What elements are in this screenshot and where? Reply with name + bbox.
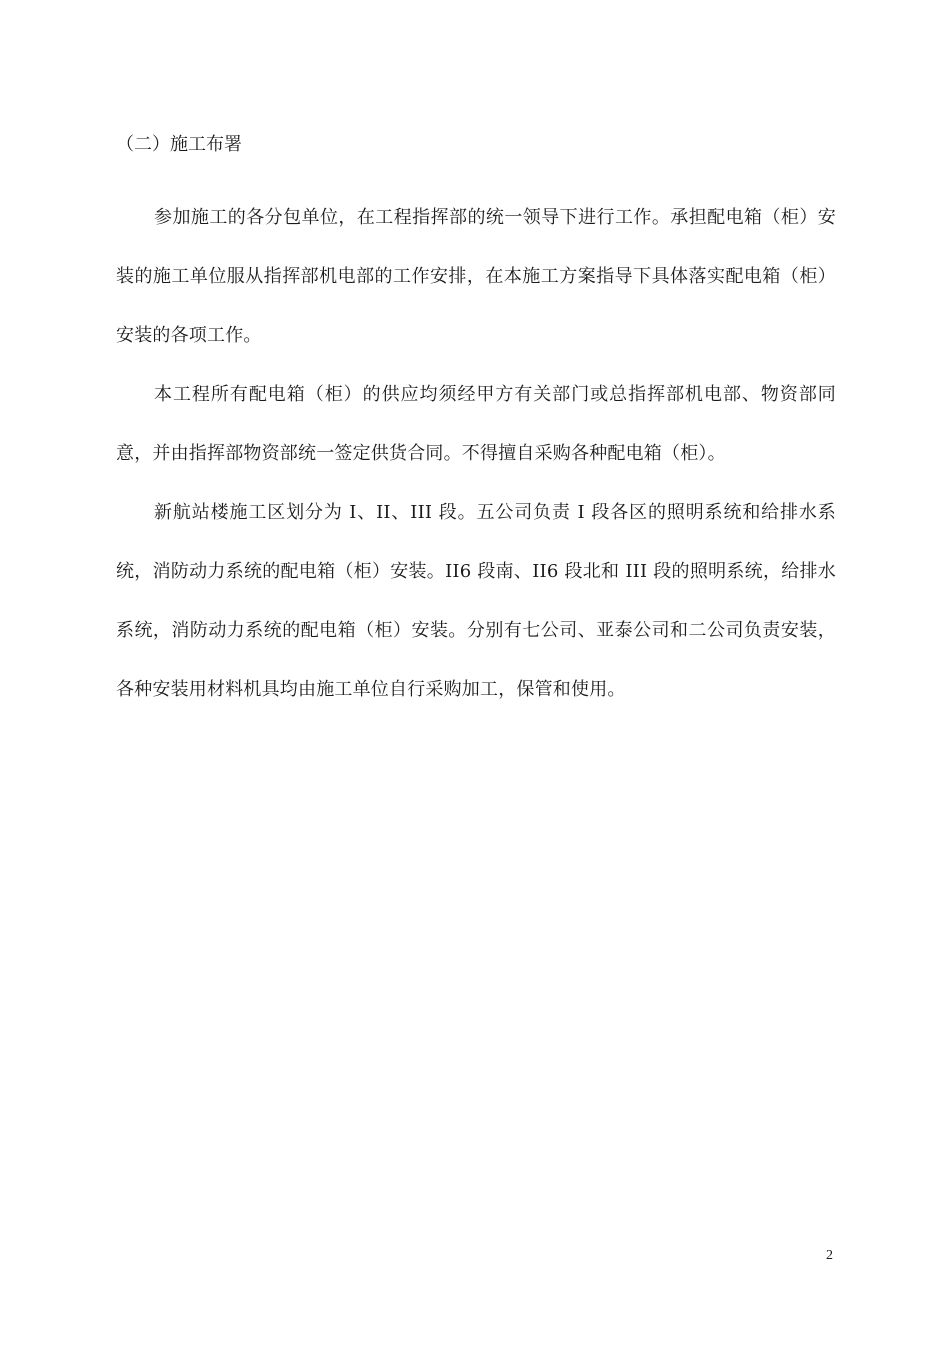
paragraph-supply: 本工程所有配电箱（柜）的供应均须经甲方有关部门或总指挥部机电部、物资部同意，并由指挥部物资部统一签定供货合同。不得擅自采购各种配电箱（柜）。 xyxy=(116,384,836,464)
paragraph-subcontractors: 参加施工的各分包单位，在工程指挥部的统一领导下进行工作。承担配电箱（柜）安装的施工单位服从指挥部机电部的工作安排，在本施工方案指导下具体落实配电箱（柜）安装的各项工作。 xyxy=(116,207,836,346)
page-body xyxy=(116,128,836,719)
section-heading: （二）施工布署 xyxy=(116,134,242,155)
page-number: 2 xyxy=(826,1248,833,1263)
paragraph-sections: 新航站楼施工区划分为 I、II、III 段。五公司负责 I 段各区的照明系统和给排水系统，消防动力系统的配电箱（柜）安装。II6 段南、II6 段北和 III 段的照明系统，给排水系统，消防动力系统的配电箱（柜）安装。分别有七公司、亚泰公司和二公司负责安装，各种安装用材料机具均由施工单位自行采购加工，保管和使用。 xyxy=(116,502,836,700)
